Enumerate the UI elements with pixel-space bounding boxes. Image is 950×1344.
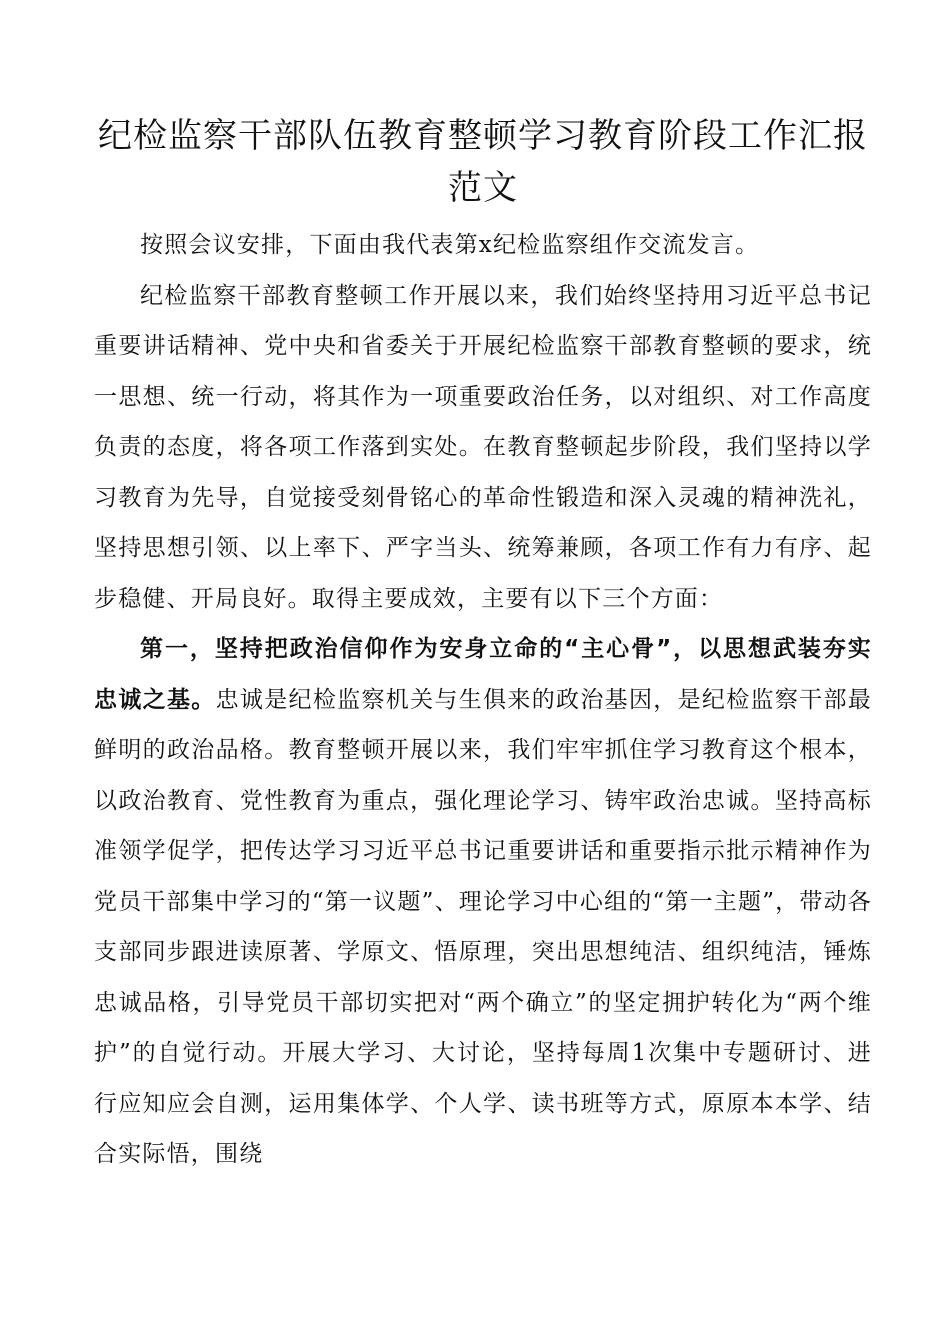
paragraph-first-point	[94, 624, 872, 1180]
document-body	[94, 220, 872, 1180]
paragraph-achievements	[94, 271, 872, 625]
paragraph-text: 按照会议安排，下面由我代表第x纪检监察组作交流发言。	[140, 232, 760, 258]
paragraph-text: 忠诚是纪检监察机关与生俱来的政治基因，是纪检监察干部最鲜明的政治品格。教育整顿开展以来，我们牢牢抓住学习教育这个根本，以政治教育、党性教育为重点，强化理论学习、铸牢政治忠诚。坚持高标准领学促学，把传达学习习近平总书记重要讲话和重要指示批示精神作为党员干部集中学习的“第一议题”、理论学习中心组的“第一主题”，带动各支部同步跟进读原著、学原文、悟原理，突出思想纯洁、组织纯洁，锤炼忠诚品格，引导党员干部切实把对“两个确立”的坚定拥护转化为“两个维护”的自觉行动。开展大学习、大讨论，坚持每周1次集中专题研讨、进行应知应会自测，运用集体学、个人学、读书班等方式，原原本本学、结合实际悟，围绕	[94, 686, 873, 1167]
paragraph-heading: 第一，坚持把政治信仰作为安身立命的“主心骨”，以思想武装夯实忠诚之基。	[94, 636, 872, 713]
paragraph-opening	[94, 220, 872, 271]
paragraph-text: 纪检监察干部教育整顿工作开展以来，我们始终坚持用习近平总书记重要讲话精神、党中央和省委关于开展纪检监察干部教育整顿的要求，统一思想、统一行动，将其作为一项重要政治任务，以对组织、对工作高度负责的态度，将各项工作落到实处。在教育整顿起步阶段，我们坚持以学习教育为先导，自觉接受刻骨铭心的革命性锻造和深入灵魂的精神洗礼，坚持思想引领、以上率下、严字当头、统筹兼顾，各项工作有力有序、起步稳健、开局良好。取得主要成效，主要有以下三个方面：	[94, 282, 872, 612]
document-title: 纪检监察干部队伍教育整顿学习教育阶段工作汇报范文	[98, 116, 868, 208]
